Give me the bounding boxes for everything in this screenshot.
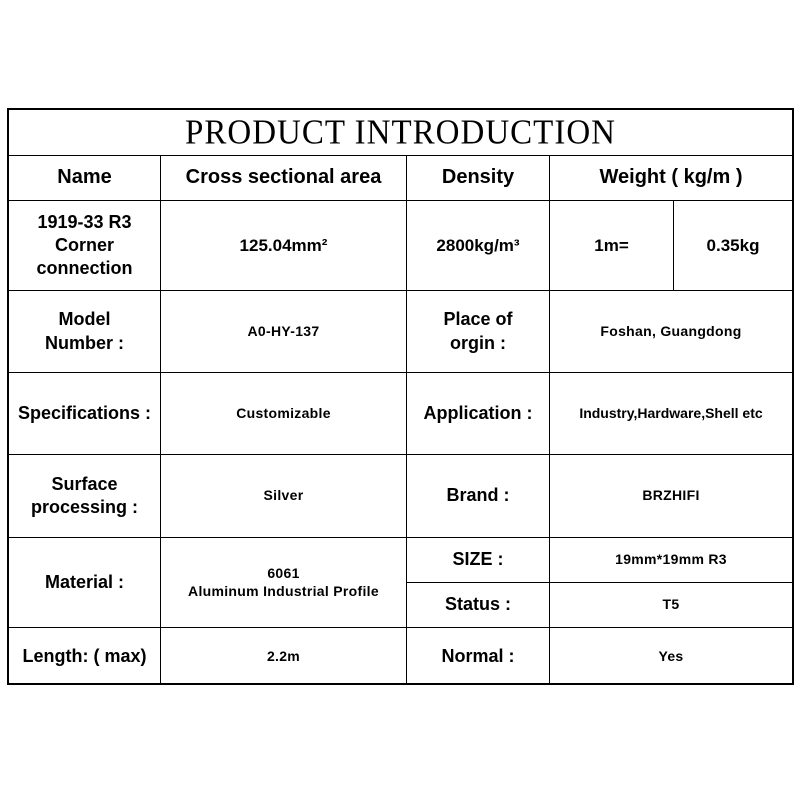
place-of-origin-value: Foshan, Guangdong [600, 322, 742, 339]
product-name: 1919-33 R3 Corner connection [36, 211, 133, 279]
header-weight: Weight ( kg/m ) [599, 166, 743, 189]
product-introduction-table [7, 108, 794, 685]
material-label: Material : [44, 571, 125, 592]
table-title: PRODUCT INTRODUCTION [185, 113, 616, 152]
size-value: 19mm*19mm R3 [615, 551, 727, 568]
header-density: Density [441, 166, 515, 189]
place-of-origin-label: Place of orgin : [443, 309, 513, 353]
specifications-value: Customizable [236, 404, 331, 421]
cross-section-value: 125.04mm² [239, 235, 328, 255]
length-label: Length: ( max) [22, 645, 147, 666]
status-value: T5 [662, 596, 680, 613]
brand-label: Brand : [446, 485, 510, 506]
application-label: Application : [423, 402, 533, 423]
surface-processing-value: Silver [263, 487, 304, 504]
length-value: 2.2m [266, 647, 301, 664]
normal-value: Yes [658, 647, 684, 664]
surface-processing-label: Surface processing : [30, 473, 139, 517]
header-name: Name [57, 166, 112, 189]
density-value: 2800kg/m³ [436, 235, 520, 255]
status-label: Status : [444, 594, 511, 615]
specifications-label: Specifications : [17, 402, 152, 423]
header-cross-section: Cross sectional area [185, 166, 382, 189]
weight-length: 1m= [594, 235, 629, 255]
model-number-value: A0-HY-137 [247, 322, 320, 339]
size-label: SIZE : [452, 549, 504, 570]
material-value: 6061 Aluminum Industrial Profile [188, 564, 379, 599]
normal-label: Normal : [441, 645, 515, 666]
model-number-label: Model Number : [44, 309, 124, 353]
weight-value: 0.35kg [706, 235, 760, 255]
application-value: Industry,Hardware,Shell etc [579, 404, 763, 421]
brand-value: BRZHIFI [642, 487, 700, 504]
